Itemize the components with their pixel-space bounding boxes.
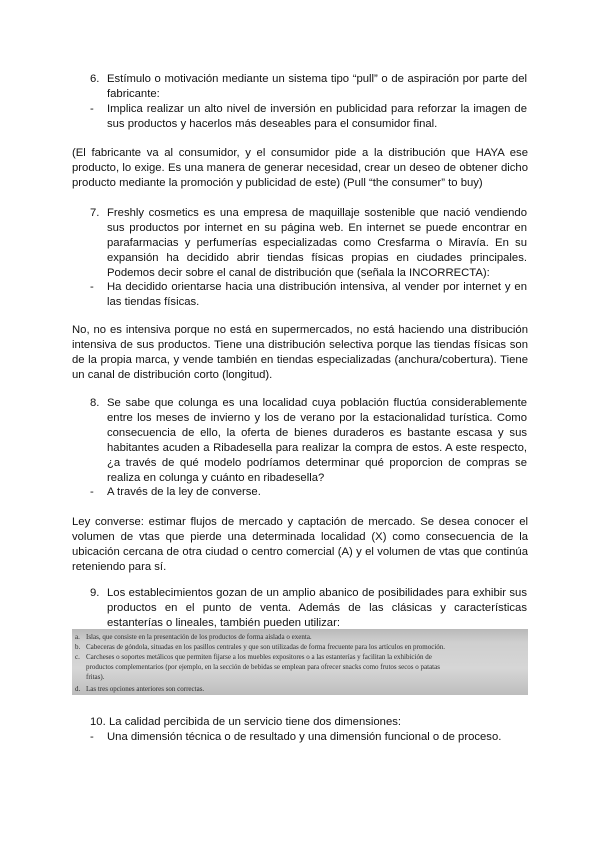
question-9-number: 9. xyxy=(90,587,100,599)
answer-8-text: A través de la ley de converse. xyxy=(107,486,261,498)
question-8-text: Se sabe que colunga es una localidad cuya población fluctúa considerablemente entre los meses de invierno y los de verano por la estacionalidad turística. Como consecuencia de ello, la oferta de bienes duraderos es bastante escasa y sus habitantes acuden a Ribadesella para realizar la compra de estos. A este respecto, ¿a través de qué modelo podríamos determinar qué proporcion de compras se realiza en colunga y cuánto en ribadesella? xyxy=(107,397,527,484)
option-c-text: Carcheses o soportes metálicos que permiten fijarse a los muebles expositores o a las estanterías y facilitan la exhibición de xyxy=(86,653,432,661)
answer-8-dash: - xyxy=(90,486,94,498)
option-c-text-line3: fritas). xyxy=(86,673,105,681)
option-c-letter: c. xyxy=(75,653,80,661)
option-b-letter: b. xyxy=(75,643,81,651)
answer-7-dash: - xyxy=(90,281,94,293)
option-d-letter: d. xyxy=(75,685,81,693)
scanned-options-image xyxy=(72,629,528,695)
option-d-text: Las tres opciones anteriores son correctas. xyxy=(86,685,205,693)
question-8-number: 8. xyxy=(90,397,100,409)
question-10-text: La calidad percibida de un servicio tiene dos dimensiones: xyxy=(109,716,402,728)
question-7-text: Freshly cosmetics es una empresa de maquillaje sostenible que nació vendiendo sus productos por internet en su página web. En internet se puede encontrar en parafarmacias y perfumerías especializadas como Cresfarma o Miravía. En su expansión ha decidido abrir tiendas físicas propias en ciudades principales. Podemos decir sobre el canal de distribución que (señala la INCORRECTA): xyxy=(107,207,527,279)
explanation-7: No, no es intensiva porque no está en supermercados, no está haciendo una distribución intensiva de sus productos. Tiene una distribución selectiva porque las tiendas físicas son de la propia marca, y vende también en tiendas especializadas (anchura/cobertura). Tiene un canal de distribución corto (longitud). xyxy=(72,324,528,381)
question-9-text: Los establecimientos gozan de un amplio abanico de posibilidades para exhibir sus productos en el punto de venta. Además de las clásicas y características estanterías o lineales, también pueden utilizar: xyxy=(107,587,527,629)
explanation-6: (El fabricante va al consumidor, y el consumidor pide a la distribución que HAYA ese producto, lo exige. Es una manera de generar necesidad, crear un deseo de obtener dicho producto mediante la promoción y publicidad de este) (Pull “the consumer” to buy) xyxy=(72,147,528,189)
question-6-number: 6. xyxy=(90,73,100,85)
question-6-text: Estímulo o motivación mediante un sistema tipo “pull” o de aspiración por parte del fabricante: xyxy=(107,73,527,100)
answer-10-text: Una dimensión técnica o de resultado y una dimensión funcional o de proceso. xyxy=(107,731,502,743)
option-a-text: Islas, que consiste en la presentación de los productos de forma aislada o exenta. xyxy=(86,633,312,641)
option-c-text-line2: productos complementarios (por ejemplo, en la sección de bebidas se emplean para ofrecer snacks como frutos secos o patatas xyxy=(86,663,440,671)
answer-6-text: Implica realizar un alto nivel de inversión en publicidad para reforzar la imagen de sus productos y hacerlos más deseables para el consumidor final. xyxy=(107,103,527,130)
answer-10-dash: - xyxy=(90,731,94,743)
option-a-letter: a. xyxy=(75,633,80,641)
answer-7-text: Ha decidido orientarse hacia una distribución intensiva, al vender por internet y en las tiendas físicas. xyxy=(107,281,527,308)
question-7-number: 7. xyxy=(90,207,100,219)
option-b-text: Cabeceras de góndola, situadas en los pasillos centrales y que son utilizadas de forma frecuente para los artículos en promoción. xyxy=(86,643,446,651)
explanation-8: Ley converse: estimar flujos de mercado y captación de mercado. Se desea conocer el volumen de vtas que pierde una determinada localidad (X) como consecuencia de la ubicación cercana de otra ciudad o centro comercial (A) y el volumen de vtas que continúa reteniendo para sí. xyxy=(72,516,528,573)
answer-6-dash: - xyxy=(90,103,94,115)
question-10-number: 10. xyxy=(90,716,106,728)
